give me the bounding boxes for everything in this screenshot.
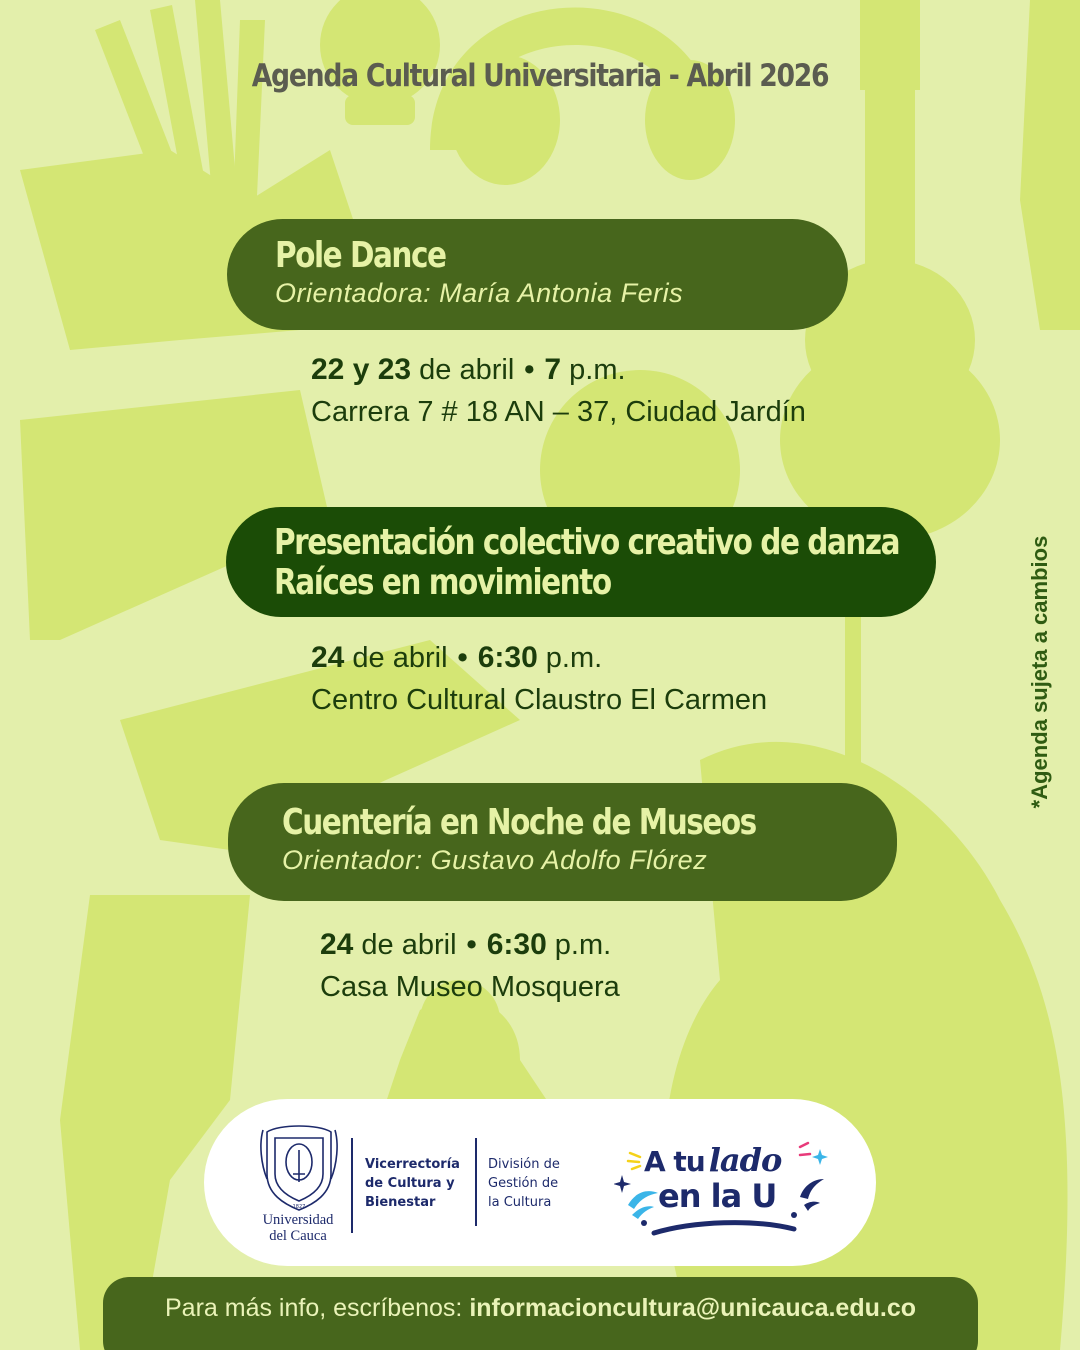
vicerrectoria-line1: Vicerrectoría bbox=[365, 1157, 460, 1172]
slogan-a-tu: A tu bbox=[644, 1145, 705, 1178]
event-location: Casa Museo Mosquera bbox=[320, 971, 620, 1003]
event-title-line2: Raíces en movimiento bbox=[274, 562, 611, 603]
event-details-cuenteria bbox=[320, 924, 620, 1008]
headphones-icon bbox=[430, 8, 735, 186]
event-date-day: 24 bbox=[320, 928, 354, 961]
division-line2: Gestión de bbox=[488, 1176, 559, 1191]
event-time-suffix: p.m. bbox=[561, 354, 626, 386]
slogan-line1 bbox=[644, 1141, 781, 1179]
event-title: Cuentería en Noche de Museos bbox=[282, 802, 756, 843]
event-time-hour: 6:30 bbox=[486, 928, 547, 961]
contact-email-link[interactable]: informacioncultura@unicauca.edu.co bbox=[469, 1294, 916, 1322]
vicerrectoria-label bbox=[365, 1155, 460, 1212]
disclaimer-note: *Agenda sujeta a cambios bbox=[1027, 535, 1052, 809]
event-details-danza bbox=[311, 637, 767, 721]
event-time-suffix: p.m. bbox=[546, 929, 612, 961]
vicerrectoria-line3: Bienestar bbox=[365, 1195, 436, 1210]
vicerrectoria-line2: de Cultura y bbox=[365, 1176, 455, 1191]
university-name-line2: del Cauca bbox=[269, 1228, 327, 1244]
event-time-suffix: p.m. bbox=[537, 642, 603, 674]
division-line3: la Cultura bbox=[488, 1195, 552, 1210]
bullet-separator: • bbox=[466, 929, 477, 961]
divider bbox=[351, 1138, 353, 1233]
event-card-pole-dance bbox=[227, 219, 848, 330]
page-title: Agenda Cultural Universitaria - Abril 2026 bbox=[251, 58, 829, 94]
university-crest-icon bbox=[259, 1124, 339, 1212]
event-date-day: 24 bbox=[311, 641, 345, 674]
contact-footer bbox=[103, 1277, 978, 1350]
crest-year: 1827 bbox=[292, 1204, 306, 1210]
event-date-month: de abril bbox=[344, 642, 448, 674]
division-line1: División de bbox=[488, 1157, 560, 1172]
event-datetime bbox=[320, 924, 620, 966]
event-location: Carrera 7 # 18 AN – 37, Ciudad Jardín bbox=[311, 396, 806, 428]
event-time-hour: 7 bbox=[544, 353, 562, 386]
division-label bbox=[488, 1155, 560, 1212]
event-card-danza bbox=[226, 507, 936, 617]
event-details-pole-dance bbox=[311, 349, 806, 433]
event-instructor: Orientadora: María Antonia Feris bbox=[275, 278, 684, 308]
event-date-month: de abril bbox=[353, 929, 457, 961]
slogan-line2: en la U bbox=[658, 1177, 777, 1215]
slogan-lado: lado bbox=[708, 1141, 782, 1179]
event-location: Centro Cultural Claustro El Carmen bbox=[311, 684, 768, 716]
divider bbox=[475, 1138, 477, 1226]
contact-prefix: Para más info, escríbenos: bbox=[165, 1294, 470, 1322]
event-datetime bbox=[311, 349, 806, 391]
university-name-line1: Universidad bbox=[262, 1212, 334, 1228]
event-instructor: Orientador: Gustavo Adolfo Flórez bbox=[282, 845, 708, 875]
bullet-separator: • bbox=[457, 642, 468, 674]
event-datetime bbox=[311, 637, 767, 679]
event-title-line1: Presentación colectivo creativo de danza bbox=[274, 522, 900, 563]
university-name bbox=[252, 1212, 344, 1244]
slogan-logo bbox=[614, 1133, 834, 1243]
event-date-day: 22 y 23 bbox=[311, 353, 412, 386]
event-card-cuenteria bbox=[228, 783, 897, 901]
event-title: Pole Dance bbox=[275, 235, 446, 276]
event-date-month: de abril bbox=[411, 354, 515, 386]
event-time-hour: 6:30 bbox=[477, 641, 538, 674]
logo-strip bbox=[204, 1099, 876, 1266]
bullet-separator: • bbox=[524, 354, 535, 386]
